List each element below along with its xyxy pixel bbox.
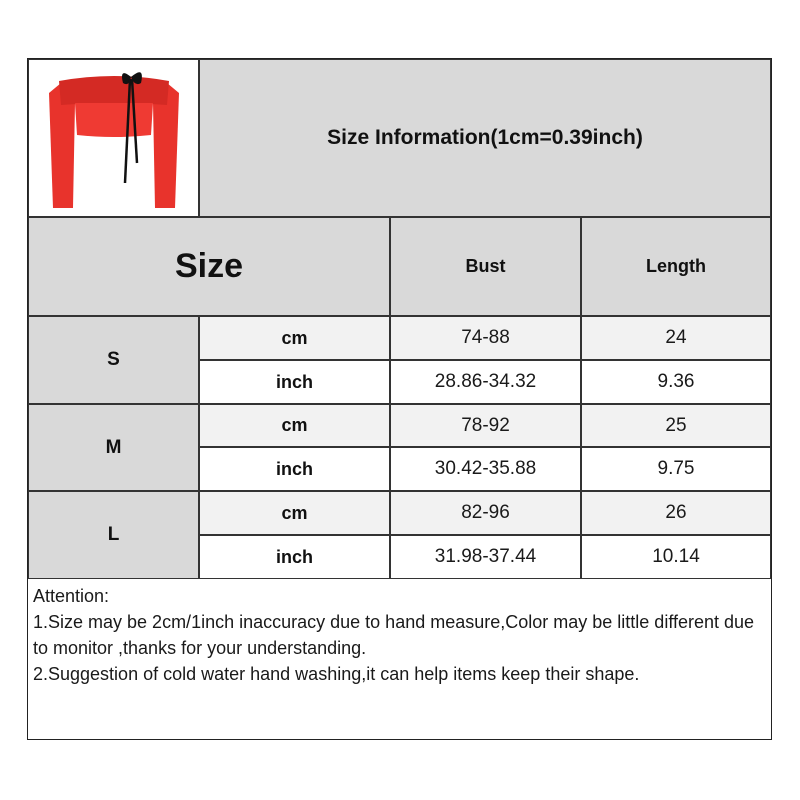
size-column-header: Size	[28, 217, 390, 316]
notes-line-2: 2.Suggestion of cold water hand washing,it can help items keep their shape.	[33, 664, 640, 684]
unit-cell: cm	[199, 404, 390, 447]
unit-cell: inch	[199, 535, 390, 579]
unit-cell: inch	[199, 360, 390, 404]
bust-value: 28.86-34.32	[390, 360, 581, 404]
unit-cell: cm	[199, 491, 390, 535]
length-value: 9.75	[581, 447, 771, 491]
attention-notes	[28, 579, 771, 739]
product-image	[28, 59, 199, 217]
bust-value: 31.98-37.44	[390, 535, 581, 579]
page-title: Size Information(1cm=0.39inch)	[199, 59, 771, 217]
red-top-illustration	[39, 63, 189, 213]
length-column-header: Length	[581, 217, 771, 316]
unit-cell: cm	[199, 316, 390, 360]
size-label-m: M	[28, 404, 199, 491]
bust-column-header: Bust	[390, 217, 581, 316]
length-value: 25	[581, 404, 771, 447]
bust-value: 82-96	[390, 491, 581, 535]
notes-heading: Attention:	[33, 586, 110, 606]
length-value: 24	[581, 316, 771, 360]
size-chart	[27, 58, 772, 740]
notes-line-1: 1.Size may be 2cm/1inch inaccuracy due to hand measure,Color may be little different due to monitor ,thanks for your understanding.	[33, 612, 755, 658]
length-value: 10.14	[581, 535, 771, 579]
bust-value: 30.42-35.88	[390, 447, 581, 491]
bust-value: 74-88	[390, 316, 581, 360]
size-label-s: S	[28, 316, 199, 404]
bust-value: 78-92	[390, 404, 581, 447]
size-label-l: L	[28, 491, 199, 579]
unit-cell: inch	[199, 447, 390, 491]
length-value: 26	[581, 491, 771, 535]
length-value: 9.36	[581, 360, 771, 404]
